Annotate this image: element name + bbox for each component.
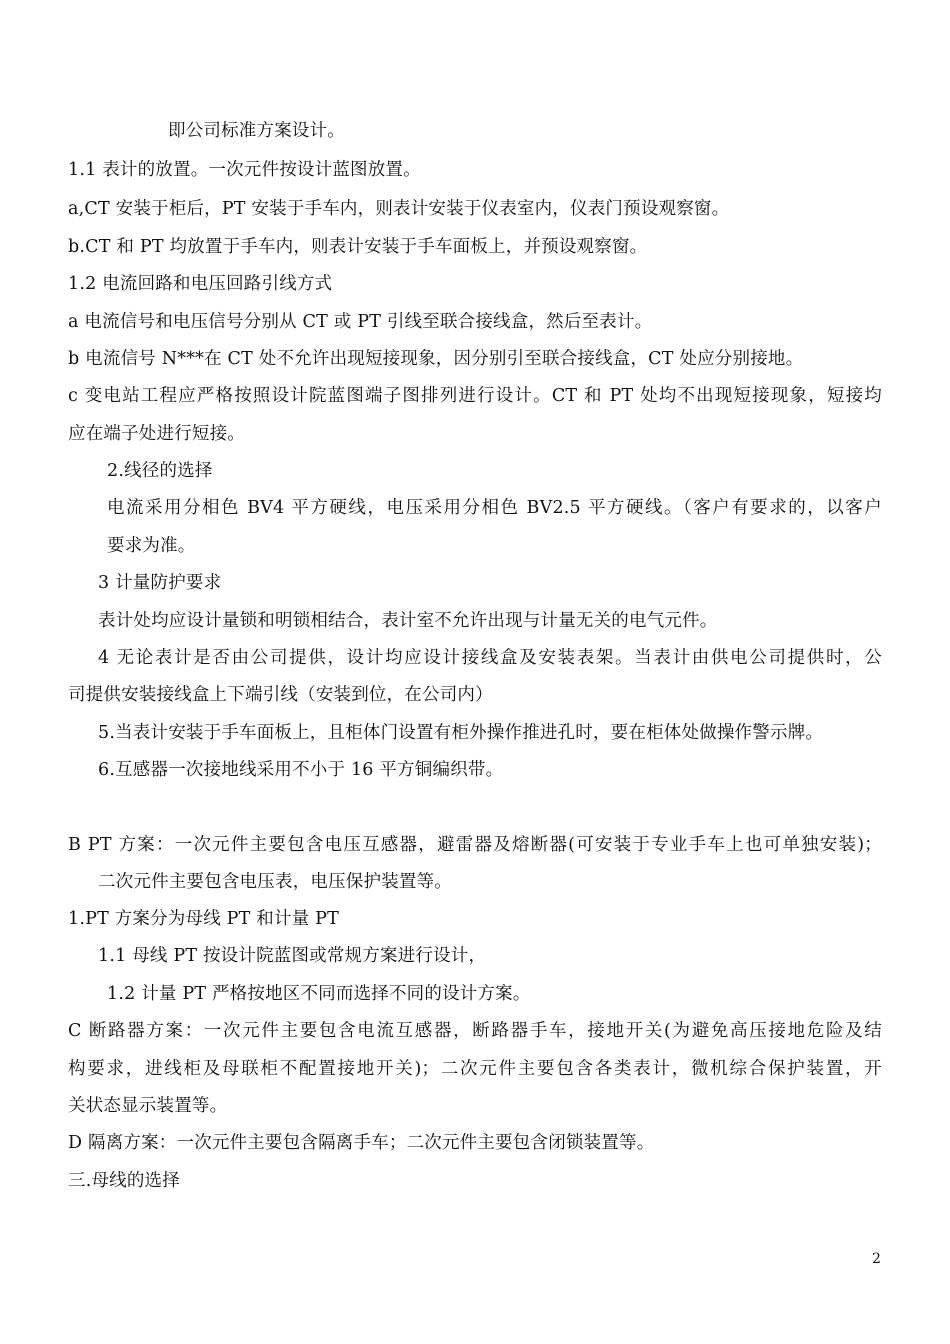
text-line: 司提供安装接线盒上下端引线（安装到位，在公司内）	[68, 685, 493, 705]
text-line: 构要求，进线柜及母联柜不配置接地开关)；二次元件主要包含各类表计，微机综合保护装置，开	[68, 1059, 882, 1079]
text-line: 5.当表计安装于手车面板上，且柜体门设置有柜外操作推进孔时，要在柜体处做操作警示牌。	[98, 723, 824, 743]
text-line: 二次元件主要包含电压表，电压保护装置等。	[98, 872, 452, 892]
text-line: 1.2 电流回路和电压回路引线方式	[68, 274, 333, 294]
text-line: 即公司标准方案设计。	[168, 121, 345, 141]
text-line: 表计处均应设计量锁和明锁相结合，表计室不允许出现与计量无关的电气元件。	[98, 611, 718, 631]
text-line: 6.互感器一次接地线采用不小于 16 平方铜编织带。	[98, 760, 504, 780]
text-line: 4 无论表计是否由公司提供，设计均应设计接线盒及安装表架。当表计由供电公司提供时，公	[98, 648, 882, 668]
text-line: b.CT 和 PT 均放置于手车内，则表计安装于手车面板上，并预设观察窗。	[68, 237, 648, 257]
text-line: 1.PT 方案分为母线 PT 和计量 PT	[68, 909, 339, 929]
text-line: 要求为准。	[107, 536, 196, 556]
text-line: 1.1 母线 PT 按设计院蓝图或常规方案进行设计，	[98, 946, 487, 966]
text-line: B PT 方案：一次元件主要包含电压互感器，避雷器及熔断器(可安装于专业手车上也可单独安装)；	[68, 835, 882, 855]
text-line: 三.母线的选择	[68, 1171, 180, 1191]
text-line: D 隔离方案：一次元件主要包含隔离手车；二次元件主要包含闭锁装置等。	[68, 1133, 655, 1153]
text-line: a,CT 安装于柜后，PT 安装于手车内，则表计安装于仪表室内，仪表门预设观察窗。	[68, 199, 730, 219]
text-line: 电流采用分相色 BV4 平方硬线，电压采用分相色 BV2.5 平方硬线。（客户有要求的，以客户	[107, 498, 882, 518]
text-line: 1.2 计量 PT 严格按地区不同而选择不同的设计方案。	[107, 984, 531, 1004]
text-line: 2.线径的选择	[107, 461, 213, 481]
text-line: C 断路器方案：一次元件主要包含电流互感器，断路器手车，接地开关(为避免高压接地危险及结	[68, 1021, 882, 1041]
text-line: c 变电站工程应严格按照设计院蓝图端子图排列进行设计。CT 和 PT 处均不出现短接现象，短接均	[68, 386, 882, 406]
text-line: a 电流信号和电压信号分别从 CT 或 PT 引线至联合接线盒，然后至表计。	[68, 312, 653, 332]
page-number: 2	[872, 1251, 881, 1267]
text-line: 关状态显示装置等。	[68, 1096, 228, 1116]
text-line: 应在端子处进行短接。	[68, 424, 245, 444]
text-line: 1.1 表计的放置。一次元件按设计蓝图放置。	[68, 160, 421, 180]
text-line: 3 计量防护要求	[98, 573, 222, 593]
text-line: b 电流信号 N***在 CT 处不允许出现短接现象，因分别引至联合接线盒，CT 处应分别接地。	[68, 349, 804, 369]
